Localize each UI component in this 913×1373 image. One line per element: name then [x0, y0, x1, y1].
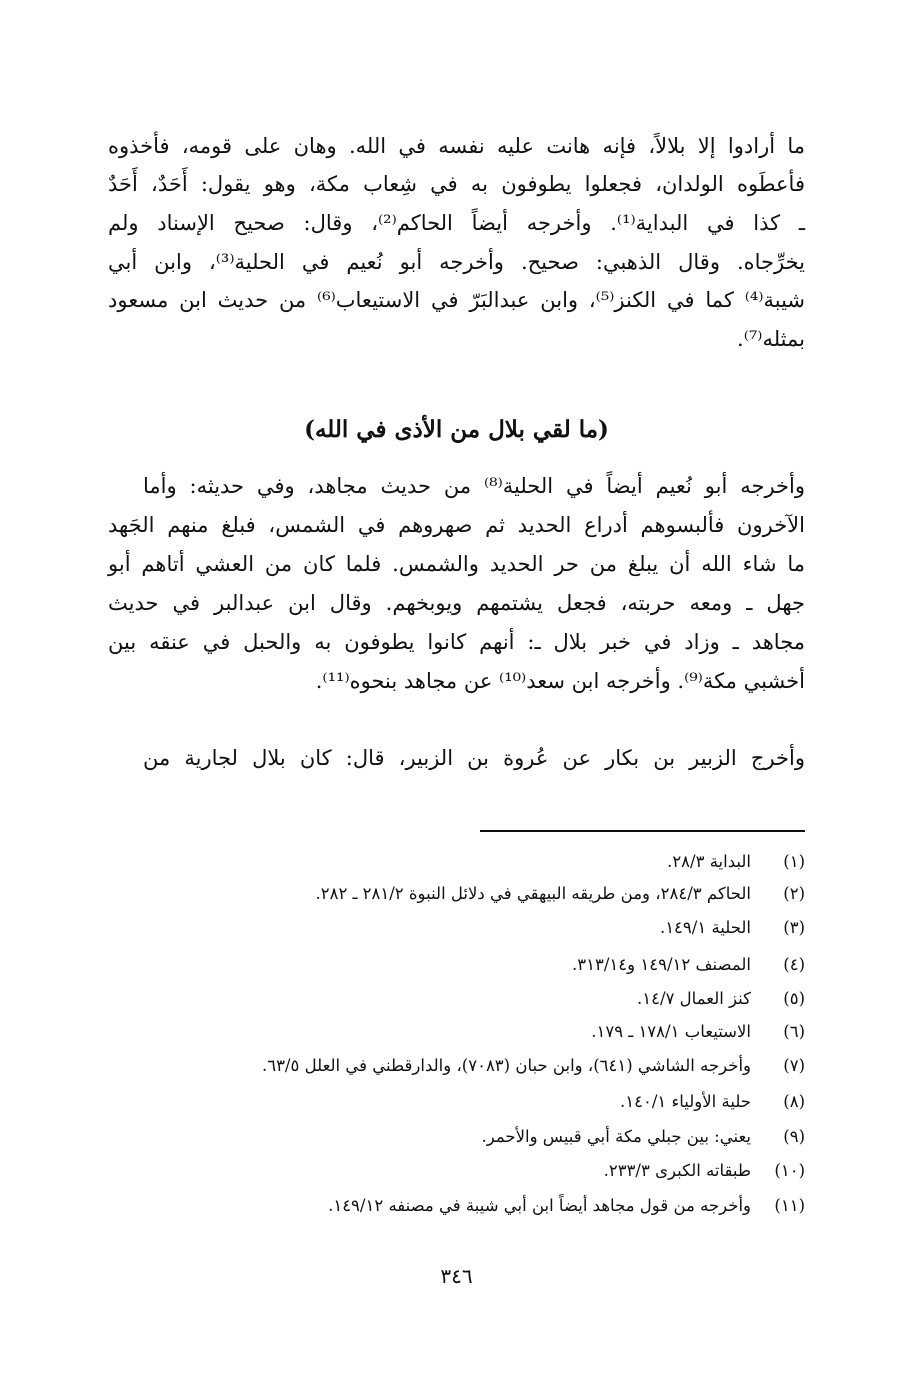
footnote-number: (١٠) [774, 1161, 805, 1180]
footnote-number: (٧) [783, 1056, 805, 1075]
footnote-text: كنز العمال ١٤/٧. [637, 989, 751, 1008]
footnote-text: الحاكم ٢٨٤/٣، ومن طريقه البيهقي في دلائل النبوة ٢٨١/٢ ـ ٢٨٢. [315, 884, 751, 903]
footnote-number: (٤) [783, 955, 805, 974]
text-line: أخشبي مكة⁽⁹⁾. وأخرجه ابن سعد⁽¹⁰⁾ عن مجاهد بنحوه⁽¹¹⁾. [315, 669, 805, 693]
footnote-text: طبقاته الكبرى ٢٣٣/٣. [603, 1161, 751, 1180]
text-line: فأعطَوه الولدان، فجعلوا يطوفون به في شِعاب مكة، وهو يقول: أَحَدٌ، أَحَدٌ [108, 172, 805, 196]
text-line: وأخرجه أبو نُعيم أيضاً في الحلية⁽⁸⁾ من حديث مجاهد، وفي حديثه: وأما [143, 474, 805, 498]
footnote [105, 878, 805, 910]
text-line: جهل ـ ومعه حربته، فجعل يشتمهم ويوبخهم. وقال ابن عبدالبر في حديث [108, 591, 805, 615]
footnote-separator [480, 830, 805, 832]
text-line: ـ كذا في البداية⁽¹⁾. وأخرجه أيضاً الحاكم⁽²⁾، وقال: صحيح الإسناد ولم [108, 211, 806, 235]
footnote-text: حلية الأولياء ١٤٠/١. [620, 1092, 751, 1111]
footnote-text: المصنف ١٤٩/١٢ و٣١٣/١٤. [572, 955, 751, 974]
footnote-text: البداية ٢٨/٣. [667, 852, 751, 871]
footnote-text: وأخرجه الشاشي (٦٤١)، وابن حبان (٧٠٨٣)، والدارقطني في العلل ٦٣/٥. [261, 1056, 751, 1075]
footnote-text: يعني: بين جبلي مكة أبي قبيس والأحمر. [481, 1127, 751, 1146]
footnote-number: (٣) [783, 918, 805, 937]
text-line: الآخرون فألبسوهم أدراع الحديد ثم صهروهم في الشمس، فبلغ منهم الجَهد [108, 513, 805, 537]
footnote-number: (١) [783, 852, 805, 871]
text-line: شيبة⁽⁴⁾ كما في الكنز⁽⁵⁾، وابن عبدالبَرّ في الاستيعاب⁽⁶⁾ من حديث ابن مسعود [108, 288, 805, 312]
footnote-text: الحلية ١٤٩/١. [659, 918, 751, 937]
footnote-number: (٦) [783, 1022, 805, 1041]
page-number: ٣٤٦ [440, 1264, 473, 1288]
footnote [105, 1190, 805, 1222]
footnote-text: وأخرجه من قول مجاهد أيضاً ابن أبي شيبة في مصنفه ١٤٩/١٢. [328, 1196, 751, 1215]
footnote [105, 846, 805, 878]
footnote-number: (١١) [774, 1196, 805, 1215]
text-line: بمثله⁽⁷⁾. [737, 327, 805, 351]
footnote-number: (٨) [783, 1092, 805, 1111]
footnote-number: (٩) [783, 1127, 805, 1146]
footnote [105, 949, 805, 981]
footnote-number: (٢) [783, 884, 805, 903]
text-line: وأخرج الزبير بن بكار عن عُروة بن الزبير، قال: كان بلال لجارية من [143, 746, 805, 770]
text-line: ما أرادوا إلا بلالاً، فإنه هانت عليه نفسه في الله. وهان على قومه، فأخذوه [108, 134, 805, 158]
text-line: مجاهد ـ وزاد في خبر بلال ـ: أنهم كانوا يطوفون به والحبل في عنقه بين [108, 630, 805, 654]
footnote-text: الاستيعاب ١٧٨/١ ـ ١٧٩. [591, 1022, 751, 1041]
footnote [105, 1050, 805, 1082]
text-line: ما شاء الله أن يبلغ من حر الحديد والشمس. فلما كان من العشي أتاهم أبو [108, 552, 805, 576]
footnote [105, 983, 805, 1015]
text-line: يخرِّجاه. وقال الذهبي: صحيح. وأخرجه أبو نُعيم في الحلية⁽³⁾، وابن أبي [108, 250, 806, 274]
footnote [105, 1086, 805, 1118]
section-heading: (ما لقي بلال من الأذى في الله) [304, 416, 609, 443]
footnote-number: (٥) [783, 989, 805, 1008]
footnote [105, 912, 805, 944]
footnote [105, 1016, 805, 1048]
footnote [105, 1155, 805, 1187]
footnote [105, 1121, 805, 1153]
